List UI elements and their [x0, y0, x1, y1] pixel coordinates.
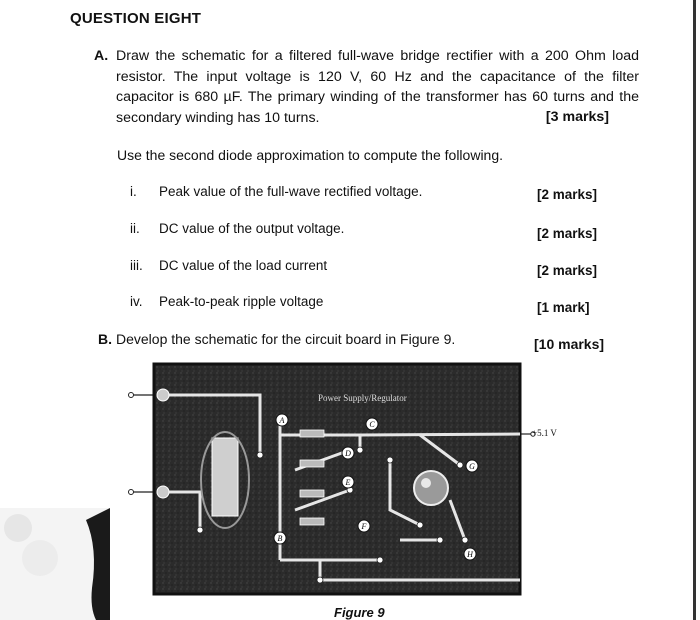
subpart-text: Peak value of the full-wave rectified voltage. [159, 184, 423, 199]
point-b-label: B [277, 534, 283, 543]
screw-terminal-bottom [157, 486, 169, 498]
scan-artifact [0, 508, 110, 620]
circuit-board-figure [120, 360, 560, 600]
subpart-number: ii. [130, 221, 140, 236]
subpart-number: iv. [130, 294, 143, 309]
transformer-core [212, 438, 238, 516]
part-a-text: Draw the schematic for a filtered full-wave bridge rectifier with a 200 Ohm load resistor. The input voltage is 120 V, 60 Hz and the capacitance of the filter capacitor is 680 µF. The primary winding of the transformer has 60 turns and the secondary winding has 10 turns. [116, 48, 639, 126]
board-label: Power Supply/Regulator [318, 393, 407, 403]
point-h-label: H [467, 550, 473, 559]
part-a [94, 46, 639, 128]
point-f-label: F [361, 522, 367, 531]
subpart-marks: [2 marks] [537, 226, 598, 241]
part-b-marks: [10 marks] [534, 336, 605, 352]
input-terminal-bottom [129, 490, 134, 495]
instruction-text: Use the second diode approximation to compute the following. [117, 147, 504, 163]
part-b [98, 331, 455, 347]
subpart-text: DC value of the output voltage. [159, 221, 345, 236]
point-c-label: C [369, 420, 375, 429]
part-a-marks: [3 marks] [545, 109, 609, 125]
screw-terminal-top [157, 389, 169, 401]
part-a-letter: A. [94, 48, 109, 64]
subpart-text: DC value of the load current [159, 258, 328, 273]
subpart-text: Peak-to-peak ripple voltage [159, 294, 324, 309]
point-e-label: E [345, 478, 351, 487]
filter-capacitor [414, 471, 448, 505]
subpart-marks: [1 mark] [537, 300, 590, 315]
question-title: QUESTION EIGHT [70, 10, 202, 27]
point-g-label: G [469, 462, 475, 471]
subpart-marks: [2 marks] [537, 187, 598, 202]
subpart-number: iii. [130, 258, 143, 273]
subpart-number: i. [130, 184, 137, 199]
point-d-label: D [345, 449, 351, 458]
capacitor-highlight [421, 478, 431, 488]
output-voltage-label: +5.1 V [532, 428, 557, 438]
subpart-marks: [2 marks] [537, 263, 598, 278]
figure-caption: Figure 9 [334, 605, 385, 620]
input-terminal-top [129, 393, 134, 398]
part-b-text: Develop the schematic for the circuit board in Figure 9. [116, 331, 456, 347]
part-b-letter: B. [98, 331, 112, 347]
point-a-label: A [279, 416, 285, 425]
